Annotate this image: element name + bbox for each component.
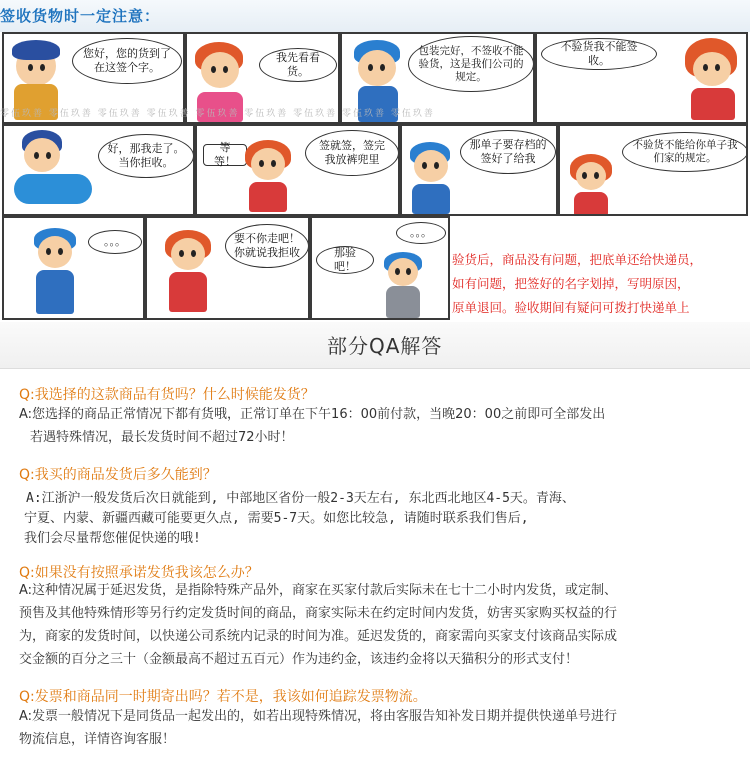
speech-bubble: 。。。 — [88, 230, 142, 254]
qa-title: 部分QA解答 — [327, 334, 443, 358]
speech-bubble: 。。。 — [396, 222, 446, 244]
answer-line: 物流信息，详情咨询客服！ — [19, 732, 176, 747]
answer-line: 若遇特殊情况，最长发货时间不超过72小时！ — [30, 430, 294, 445]
speech-bubble: 要不你走吧！你就说我拒收 — [225, 224, 309, 268]
comic-panel-9 — [2, 216, 145, 320]
question: Q:我选择的这款商品有货吗？什么时候能发货？ — [19, 387, 315, 403]
comic-strip — [0, 32, 750, 322]
speech-bubble: 我先看看货。 — [259, 48, 337, 82]
speech-bubble: 等等！ — [203, 144, 247, 166]
header-title: 签收货物时一定注意： — [0, 7, 161, 25]
answer-line: A:这种情况属于延迟发货，是指除特殊产品外，商家在买家付款后实际未在七十二小时内发货，或定制、 — [19, 583, 618, 598]
answer-line: 我们会尽量帮您催促快递的哦! — [24, 531, 201, 546]
watermark: 零伍玖善 零伍玖善 零伍玖善 零伍玖善 零伍玖善 零伍玖善 零伍玖善 零伍玖善 零伍玖善 — [0, 109, 435, 119]
comic-panel-11 — [310, 216, 450, 320]
answer-line: 预售及其他特殊情形等另行约定发货时间的商品，商家实际未在约定时间内发货，妨害买家购买权益的行 — [19, 606, 618, 621]
notice-line: 验货后，商品没有问题，把底单还给快递员， — [452, 252, 703, 267]
answer-line: 交金额的百分之三十（金额最高不超过五百元）作为违约金，该违约金将以天猫积分的形式支付！ — [19, 652, 579, 667]
answer-line: 宁夏、内蒙、新疆西藏可能要更久点, 需要5-7天。如您比较急, 请随时联系我们售后, — [24, 511, 529, 526]
speech-bubble: 签就签，签完我放裤兜里 — [305, 130, 399, 176]
speech-bubble: 那单子要存档的签好了给我 — [460, 130, 556, 174]
comic-panel-8 — [558, 124, 748, 216]
speech-bubble: 好，那我走了。当你拒收。 — [98, 134, 194, 178]
answer-line: 为，商家的发货时间，以快递公司系统内记录的时间为准。延迟发货的，商家需向买家支付该商品实际成 — [19, 629, 618, 644]
qa-header-band — [0, 322, 750, 369]
header-bar — [0, 0, 750, 32]
answer-line: A:您选择的商品正常情况下都有货哦，正常订单在下午16：00前付款，当晚20：00之前即可全部发出 — [19, 407, 606, 422]
question: Q:我买的商品发货后多久能到？ — [19, 467, 217, 483]
question: Q:发票和商品同一时期寄出吗？若不是，我该如何追踪发票物流。 — [19, 689, 427, 705]
speech-bubble: 不验货不能给你单子我们家的规定。 — [622, 132, 748, 172]
question: Q:如果没有按照承诺发货我该怎么办？ — [19, 565, 259, 581]
answer-line: A:发票一般情况下是同货品一起发出的，如若出现特殊情况，将由客服告知补发日期并提供快递单号进行 — [19, 709, 618, 724]
notice-line: 如有问题，把签好的名字划掉，写明原因， — [452, 276, 690, 291]
comic-panel-10 — [145, 216, 310, 320]
comic-panel-5 — [2, 124, 195, 216]
speech-bubble: 那验吧！ — [316, 246, 374, 274]
speech-bubble: 包装完好，不签收不能验货，这是我们公司的规定。 — [408, 36, 534, 92]
comic-panel-7 — [400, 124, 558, 216]
notice-line: 原单退回。验收期间有疑问可拨打快递单上 — [452, 300, 690, 315]
answer-line: A:江浙沪一般发货后次日就能到, 中部地区省份一般2-3天左右, 东北西北地区4-5天。青海、 — [26, 491, 575, 506]
speech-bubble: 不验货我不能签收。 — [541, 38, 657, 70]
speech-bubble: 您好，您的货到了在这签个字。 — [72, 38, 182, 84]
comic-panel-6 — [195, 124, 400, 216]
